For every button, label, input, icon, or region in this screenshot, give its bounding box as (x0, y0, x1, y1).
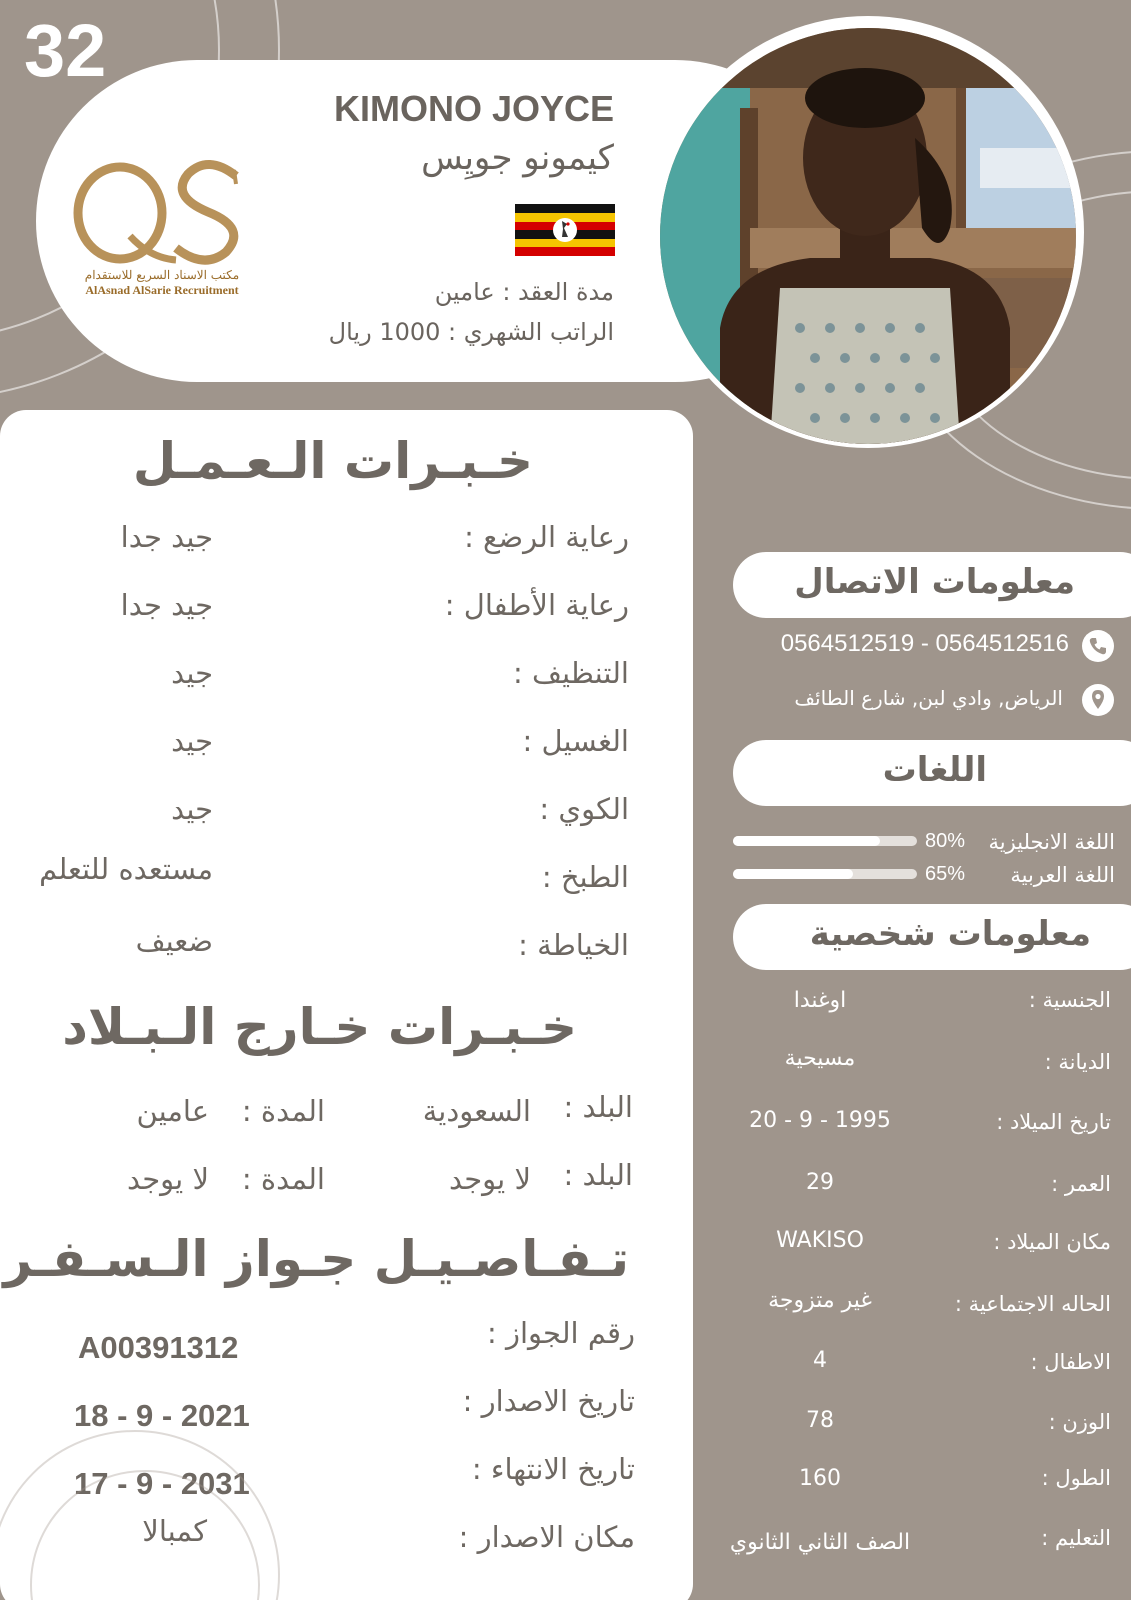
passport-number: A00391312 (78, 1330, 239, 1365)
work-item-label: رعاية الرضع : (464, 520, 629, 554)
work-item-value: ضعيف (135, 924, 213, 958)
abroad-duration-label: المدة : (241, 1094, 325, 1128)
personal-value: الصف الثاني الثانوي (729, 1530, 911, 1555)
personal-value: اوغندا (793, 988, 847, 1013)
work-item-label: الغسيل : (522, 724, 629, 758)
worker-name-english: KIMONO JOYCE (333, 88, 614, 129)
passport-issue-place: كمبالا (142, 1514, 207, 1548)
personal-label: الطول : (1041, 1466, 1111, 1490)
personal-label: مكان الميلاد : (993, 1230, 1111, 1254)
abroad-country-value: السعودية (422, 1094, 531, 1128)
work-item-value: مستعده للتعلم (39, 852, 213, 886)
abroad-country-value: لا يوجد (449, 1162, 531, 1196)
personal-label: الجنسية : (1028, 988, 1111, 1012)
personal-value: 78 (806, 1408, 834, 1433)
passport-label: مكان الاصدار : (458, 1520, 635, 1554)
contact-address: الرياض, وادي لبن, شارع الطائف (794, 686, 1063, 710)
page-number: 32 (24, 9, 107, 92)
abroad-duration-value: لا يوجد (127, 1162, 209, 1196)
work-item-value: جيد جدا (120, 588, 213, 622)
arabic-level-bar (733, 869, 917, 879)
work-item-label: الطبخ : (541, 860, 629, 894)
personal-value: مسيحية (784, 1046, 856, 1071)
english-level-fill (733, 836, 880, 846)
uganda-flag-icon (515, 204, 615, 256)
worker-photo (660, 28, 1076, 444)
phone-icon (1082, 630, 1114, 662)
contact-title: معلومات الاتصال (794, 562, 1075, 602)
passport-title: تـفـاصـيـل جـواز الـسـفـر (3, 1230, 629, 1288)
work-item-value: جيد جدا (120, 520, 213, 554)
personal-label: العمر : (1051, 1172, 1111, 1196)
arabic-level-fill (733, 869, 853, 879)
abroad-country-label: البلد : (563, 1158, 633, 1192)
personal-label: الحاله الاجتماعية : (954, 1292, 1111, 1316)
personal-value: 4 (813, 1348, 827, 1373)
english-percent: 80% (925, 830, 966, 852)
abroad-duration-label: المدة : (241, 1162, 325, 1196)
abroad-duration-value: عامين (136, 1094, 209, 1128)
logo-arabic-name: مكتب الاسناد السريع للاستقدام (84, 268, 240, 282)
abroad-experience-title: خـبـرات خـارج الـبـلاد (62, 998, 577, 1056)
work-experience-title: خـبـرات الـعـمـل (132, 432, 533, 490)
arabic-percent: 65% (925, 863, 966, 885)
personal-value: غير متزوجة (768, 1288, 872, 1313)
monthly-salary: الراتب الشهري : 1000 ريال (328, 318, 614, 346)
languages-title: اللغات (882, 750, 987, 790)
personal-value: 20 - 9 - 1995 (749, 1108, 891, 1133)
english-level-bar (733, 836, 917, 846)
work-item-label: الكوي : (539, 792, 629, 826)
personal-value: 160 (799, 1466, 841, 1491)
personal-value: WAKISO (776, 1228, 864, 1253)
passport-expiry-date: 17 - 9 - 2031 (74, 1466, 250, 1501)
passport-label: تاريخ الاصدار : (462, 1384, 635, 1418)
location-pin-icon (1082, 684, 1114, 716)
contract-duration: مدة العقد : عامين (434, 278, 614, 306)
english-language-label: اللغة الانجليزية (988, 830, 1115, 854)
work-item-value: جيد (171, 656, 213, 690)
arabic-language-label: اللغة العربية (1010, 863, 1115, 887)
work-item-value: جيد (171, 792, 213, 826)
personal-label: الوزن : (1048, 1410, 1111, 1434)
contact-phones: 0564512519 - 0564512516 (780, 630, 1069, 657)
logo-english-name: AlAsnad AlSarie Recruitment (85, 283, 239, 297)
personal-label: الديانة : (1044, 1050, 1111, 1074)
work-item-value: جيد (171, 724, 213, 758)
passport-label: رقم الجواز : (486, 1316, 635, 1350)
abroad-country-label: البلد : (563, 1090, 633, 1124)
personal-title: معلومات شخصية (809, 914, 1091, 954)
personal-label: التعليم : (1041, 1526, 1111, 1550)
passport-issue-date: 18 - 9 - 2021 (74, 1398, 250, 1433)
personal-label: تاريخ الميلاد : (996, 1110, 1111, 1134)
work-item-label: الخياطة : (518, 928, 629, 962)
work-item-label: التنظيف : (513, 656, 629, 690)
personal-value: 29 (806, 1170, 834, 1195)
worker-name-arabic: كيمونو جويِس (421, 138, 614, 178)
work-item-label: رعاية الأطفال : (444, 588, 629, 622)
passport-label: تاريخ الانتهاء : (471, 1452, 635, 1486)
personal-label: الاطفال : (1030, 1350, 1111, 1374)
